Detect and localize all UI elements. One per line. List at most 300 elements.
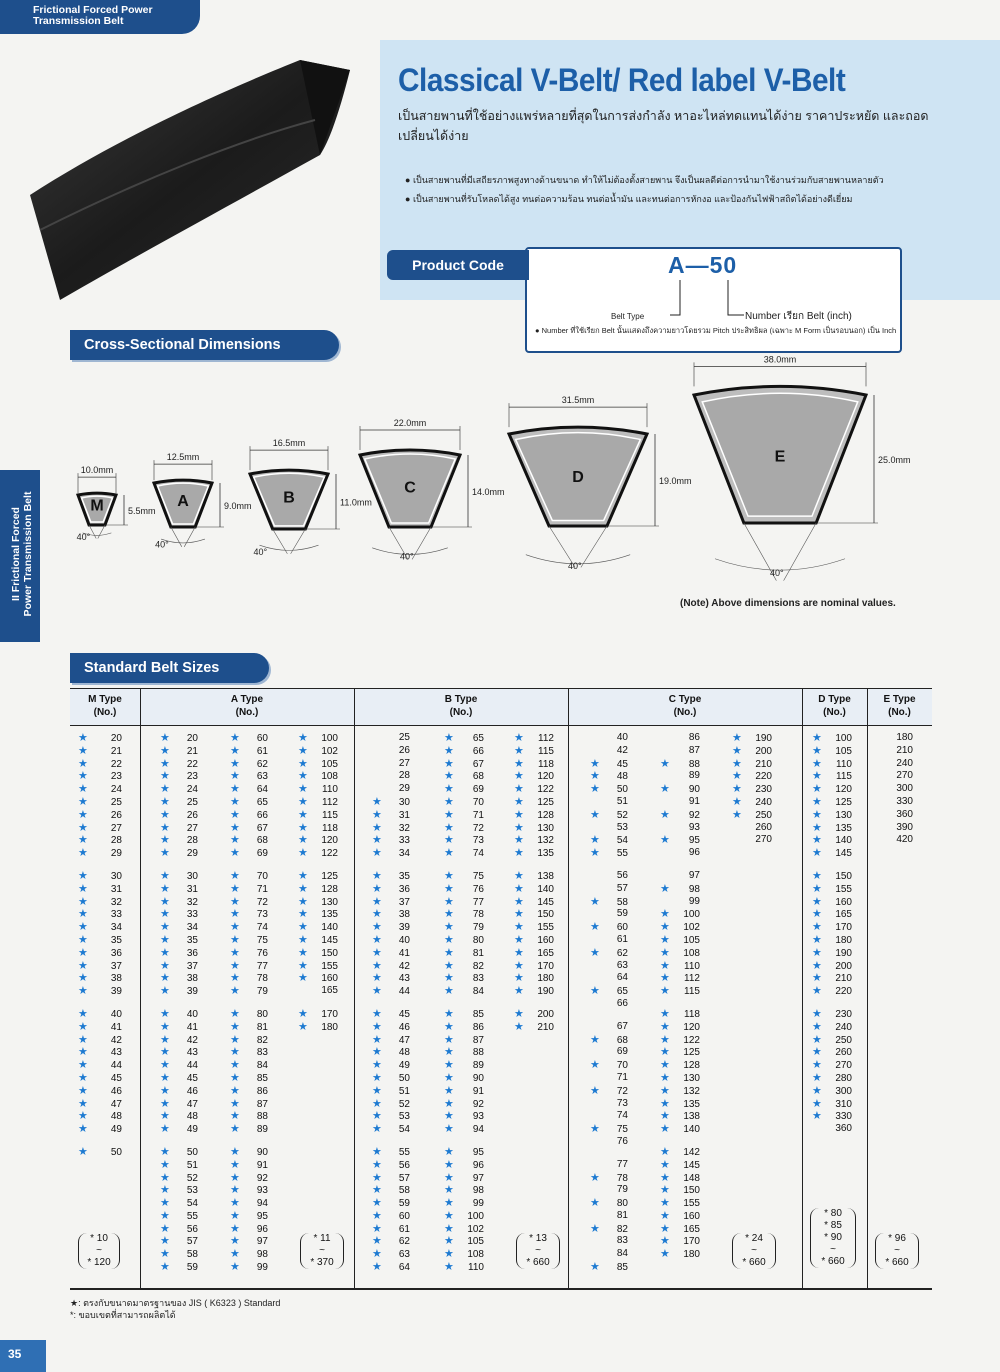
size-number: 36 [398, 883, 410, 895]
size-cell [444, 960, 484, 973]
group-spacer [160, 1136, 198, 1146]
size-cell [660, 809, 700, 822]
size-number: 240 [755, 796, 772, 808]
size-cell [812, 1072, 852, 1085]
size-cell [230, 896, 268, 909]
size-cell [812, 960, 852, 973]
size-cell [660, 732, 700, 745]
size-cell [590, 1159, 628, 1172]
jis-standard-star-icon: ★ [230, 908, 240, 921]
group-spacer [160, 860, 198, 870]
size-cell [372, 1172, 410, 1185]
size-cell [444, 870, 484, 883]
jis-standard-star-icon: ★ [230, 821, 240, 834]
size-number: 74 [256, 922, 268, 934]
size-number: 22 [110, 758, 122, 770]
size-cell [160, 985, 198, 998]
group-spacer [590, 860, 628, 870]
angle-line [98, 525, 105, 539]
size-cell [514, 809, 554, 822]
jis-standard-star-icon: ★ [660, 757, 670, 770]
jis-standard-star-icon: ★ [372, 1171, 382, 1184]
size-cell [372, 732, 410, 745]
feature-bullet-text: เป็นสายพานที่รับโหลดได้สูง ทนต่อความร้อน ทนต่อน้ำมัน และทนต่อการหักงอ และป้องกันไฟฟ้าสถิตได้อย่างดีเยี่ยม [412, 194, 853, 204]
size-cell [298, 834, 338, 847]
jis-standard-star-icon: ★ [78, 1020, 88, 1033]
jis-standard-star-icon: ★ [78, 1046, 88, 1059]
size-number: 79 [616, 1184, 628, 1196]
jis-standard-star-icon: ★ [160, 757, 170, 770]
size-cell [78, 985, 122, 998]
jis-standard-star-icon: ★ [590, 946, 600, 959]
group-spacer [78, 1136, 122, 1146]
size-number: 59 [616, 908, 628, 920]
size-cell [590, 1072, 628, 1085]
jis-standard-star-icon: ★ [372, 895, 382, 908]
jis-standard-star-icon: ★ [160, 1007, 170, 1020]
size-number: 92 [472, 1098, 484, 1110]
size-cell [514, 758, 554, 771]
jis-standard-star-icon: ★ [160, 1209, 170, 1222]
size-cell [372, 870, 410, 883]
size-number: 390 [896, 821, 913, 833]
jis-standard-star-icon: ★ [444, 1171, 454, 1184]
size-number: 210 [896, 744, 913, 756]
size-cell [590, 896, 628, 909]
jis-standard-star-icon: ★ [372, 834, 382, 847]
size-cell [372, 1110, 410, 1123]
size-cell [372, 1059, 410, 1072]
size-cell [660, 1159, 700, 1172]
jis-standard-star-icon: ★ [78, 1110, 88, 1123]
size-cell [372, 908, 410, 921]
size-number: 36 [110, 947, 122, 959]
size-number: 112 [538, 733, 554, 744]
size-number: 128 [537, 809, 554, 821]
size-cell [298, 947, 338, 960]
size-number: 54 [186, 1198, 198, 1210]
size-number: 260 [835, 1047, 852, 1059]
size-cell [230, 947, 268, 960]
size-number: 62 [616, 947, 628, 959]
size-cell [660, 1197, 700, 1210]
size-number: 40 [110, 1008, 122, 1020]
size-cell [444, 1072, 484, 1085]
size-number: 420 [896, 834, 913, 846]
size-cell [444, 1046, 484, 1059]
size-number: 44 [186, 1060, 198, 1072]
size-number: 42 [186, 1034, 198, 1046]
jis-standard-star-icon: ★ [160, 795, 170, 808]
size-cell [372, 883, 410, 896]
group-spacer [660, 1136, 700, 1146]
jis-standard-star-icon: ★ [732, 757, 742, 770]
size-cell [230, 758, 268, 771]
range-bracket-e [875, 1233, 919, 1269]
size-number: 45 [616, 758, 628, 770]
size-cell [444, 834, 484, 847]
jis-standard-star-icon: ★ [230, 1197, 240, 1210]
jis-standard-star-icon: ★ [444, 1097, 454, 1110]
size-number: 27 [110, 822, 122, 834]
jis-standard-star-icon: ★ [160, 1222, 170, 1235]
size-number: 48 [616, 771, 628, 783]
size-cell [372, 847, 410, 860]
jis-standard-star-icon: ★ [444, 770, 454, 783]
size-number: 140 [321, 922, 338, 934]
jis-standard-star-icon: ★ [372, 959, 382, 972]
size-number: 90 [688, 784, 700, 796]
size-number: 99 [256, 1262, 268, 1274]
size-number: 62 [398, 1236, 410, 1248]
size-number: 95 [256, 1210, 268, 1222]
jis-standard-star-icon: ★ [590, 1197, 600, 1210]
size-cell [514, 745, 554, 758]
jis-standard-star-icon: ★ [812, 959, 822, 972]
column-divider [354, 688, 355, 1288]
jis-standard-star-icon: ★ [78, 1071, 88, 1084]
jis-standard-star-icon: ★ [78, 882, 88, 895]
jis-standard-star-icon: ★ [160, 744, 170, 757]
size-cell [78, 1046, 122, 1059]
size-cell [812, 947, 852, 960]
size-number: 96 [688, 847, 700, 859]
size-number: 38 [398, 909, 410, 921]
jis-standard-star-icon: ★ [514, 808, 524, 821]
jis-standard-star-icon: ★ [230, 795, 240, 808]
size-number: 330 [835, 1111, 852, 1123]
jis-standard-star-icon: ★ [230, 1110, 240, 1123]
size-cell [812, 896, 852, 909]
size-number: 77 [616, 1158, 628, 1170]
product-code-note-text: Number ที่ใช้เรียก Belt นั้นแสดงถึงความยาวโดยรวม Pitch ประสิทธิผล (เฉพาะ M Form เป็นรอบนอก) เป็น Inch [541, 326, 897, 335]
size-column-b1 [372, 732, 410, 1274]
size-number: 108 [467, 1249, 484, 1261]
size-number: 91 [688, 795, 700, 807]
size-number: 68 [472, 771, 484, 783]
jis-standard-star-icon: ★ [230, 869, 240, 882]
jis-standard-star-icon: ★ [812, 732, 822, 744]
size-number: 28 [110, 835, 122, 847]
size-cell [660, 1146, 700, 1159]
size-number: 31 [398, 809, 410, 821]
size-number: 43 [186, 1047, 198, 1059]
size-cell [444, 921, 484, 934]
size-cell [298, 985, 338, 998]
size-number: 128 [321, 883, 338, 895]
size-number: 74 [472, 848, 484, 860]
jis-standard-star-icon: ★ [444, 795, 454, 808]
jis-standard-star-icon: ★ [514, 770, 524, 783]
size-cell [230, 834, 268, 847]
jis-standard-star-icon: ★ [590, 808, 600, 821]
size-number: 54 [398, 1124, 410, 1136]
size-number: 118 [684, 1008, 700, 1020]
jis-standard-star-icon: ★ [230, 1007, 240, 1020]
jis-standard-star-icon: ★ [160, 869, 170, 882]
jis-standard-star-icon: ★ [660, 1123, 670, 1136]
jis-standard-star-icon: ★ [160, 921, 170, 934]
jis-standard-star-icon: ★ [298, 744, 308, 757]
size-number: 73 [472, 835, 484, 847]
size-cell [160, 1008, 198, 1021]
size-cell [732, 796, 772, 809]
size-number: 81 [616, 1209, 628, 1221]
size-number: 30 [398, 796, 410, 808]
size-number: 94 [472, 1124, 484, 1136]
size-number: 165 [835, 909, 852, 921]
size-cell [590, 985, 628, 998]
size-cell [590, 998, 628, 1011]
range-bracket-b [516, 1233, 560, 1269]
belt-size-table [70, 688, 932, 1288]
column-header-text: (No.) [93, 707, 117, 718]
jis-standard-star-icon: ★ [514, 783, 524, 796]
table-bottom-rule [70, 1288, 932, 1290]
column-header-b [354, 693, 568, 719]
size-number: 80 [256, 1008, 268, 1020]
size-number: 86 [688, 732, 700, 743]
angle-label: 40° [400, 551, 414, 562]
jis-standard-star-icon: ★ [812, 908, 822, 921]
size-number: 45 [398, 1008, 410, 1020]
size-cell [372, 1159, 410, 1172]
size-number: 77 [256, 960, 268, 972]
size-number: 135 [537, 848, 554, 860]
jis-standard-star-icon: ★ [230, 933, 240, 946]
size-cell [514, 783, 554, 796]
range-value: * 24 [745, 1233, 763, 1244]
jis-standard-star-icon: ★ [732, 732, 742, 744]
jis-standard-star-icon: ★ [372, 1184, 382, 1197]
size-number: 135 [683, 1098, 700, 1110]
size-cell [514, 822, 554, 835]
size-number: 82 [616, 1223, 628, 1235]
range-value: * 13 [529, 1233, 547, 1244]
size-cell [590, 883, 628, 896]
range-value: * 120 [87, 1257, 111, 1268]
jis-standard-star-icon: ★ [78, 908, 88, 921]
size-number: 200 [835, 960, 852, 972]
size-cell [444, 809, 484, 822]
range-value: * 80 [824, 1208, 842, 1219]
size-number: 112 [684, 973, 700, 985]
size-number: 76 [616, 1135, 628, 1147]
size-cell [230, 1085, 268, 1098]
size-cell [298, 770, 338, 783]
size-number: 68 [256, 835, 268, 847]
size-cell [732, 834, 772, 847]
jis-standard-star-icon: ★ [160, 933, 170, 946]
size-cell [230, 783, 268, 796]
size-number: 28 [186, 835, 198, 847]
size-number: 57 [398, 1172, 410, 1184]
jis-standard-star-icon: ★ [160, 1248, 170, 1261]
size-cell [660, 1172, 700, 1185]
size-number: 32 [398, 822, 410, 834]
jis-standard-star-icon: ★ [230, 834, 240, 847]
size-cell [372, 972, 410, 985]
size-cell [590, 1172, 628, 1185]
size-cell [78, 732, 122, 745]
size-cell [444, 883, 484, 896]
jis-standard-star-icon: ★ [230, 1097, 240, 1110]
size-cell [812, 745, 852, 758]
jis-standard-star-icon: ★ [444, 808, 454, 821]
range-value: * 85 [824, 1220, 842, 1231]
size-number: 85 [616, 1262, 628, 1274]
size-number: 122 [537, 784, 554, 796]
size-number: 49 [110, 1124, 122, 1136]
size-cell [230, 1223, 268, 1236]
column-header-text: D Type [818, 694, 851, 705]
size-cell [444, 1146, 484, 1159]
range-bracket-m [78, 1233, 120, 1269]
size-number: 49 [186, 1124, 198, 1136]
size-number: 43 [110, 1047, 122, 1059]
size-number: 64 [398, 1262, 410, 1274]
column-header-text: (No.) [888, 707, 911, 718]
size-cell [444, 1034, 484, 1047]
size-number: 115 [684, 986, 700, 998]
jis-standard-star-icon: ★ [230, 1123, 240, 1136]
size-cell [812, 1008, 852, 1021]
size-cell [590, 947, 628, 960]
size-number: 20 [110, 733, 122, 744]
size-number: 53 [186, 1185, 198, 1197]
size-number: 92 [256, 1172, 268, 1184]
jis-standard-star-icon: ★ [732, 808, 742, 821]
jis-standard-star-icon: ★ [590, 985, 600, 998]
angle-label: 40° [770, 567, 784, 578]
height-label: 9.0mm [224, 501, 252, 511]
size-number: 155 [835, 883, 852, 895]
size-cell [372, 758, 410, 771]
size-cell [230, 1248, 268, 1261]
height-label: 19.0mm [659, 476, 692, 486]
size-cell [660, 745, 700, 758]
jis-standard-star-icon: ★ [230, 1209, 240, 1222]
size-cell [298, 1008, 338, 1021]
size-cell [230, 1098, 268, 1111]
legend-producible-range: *: ขอบเขตที่สามารถผลิตได้ [70, 1310, 176, 1320]
jis-standard-star-icon: ★ [514, 959, 524, 972]
size-cell [812, 870, 852, 883]
size-cell [230, 1072, 268, 1085]
size-number: 55 [398, 1146, 410, 1158]
size-number: 55 [616, 848, 628, 860]
size-number: 41 [110, 1021, 122, 1033]
size-column-b3 [514, 732, 554, 1034]
jis-standard-star-icon: ★ [444, 882, 454, 895]
size-number: 240 [835, 1021, 852, 1033]
jis-standard-star-icon: ★ [230, 946, 240, 959]
size-number: 270 [755, 834, 772, 846]
size-number: 125 [835, 796, 852, 808]
jis-standard-star-icon: ★ [78, 972, 88, 985]
range-value: ~ [319, 1245, 325, 1256]
size-number: 52 [398, 1098, 410, 1110]
code-leader-lines [640, 278, 760, 323]
side-strip-text [10, 474, 34, 634]
size-number: 51 [398, 1085, 410, 1097]
column-divider [867, 688, 868, 1288]
jis-standard-star-icon: ★ [372, 1046, 382, 1059]
jis-standard-star-icon: ★ [372, 1222, 382, 1235]
size-cell [78, 1110, 122, 1123]
size-number: 145 [321, 934, 338, 946]
column-header-text: (No.) [823, 707, 846, 718]
size-cell [160, 770, 198, 783]
size-cell [372, 770, 410, 783]
jis-standard-star-icon: ★ [298, 921, 308, 934]
size-cell [160, 1123, 198, 1136]
jis-standard-star-icon: ★ [298, 1020, 308, 1033]
size-cell [514, 972, 554, 985]
size-number: 24 [110, 784, 122, 796]
size-cell [590, 921, 628, 934]
size-cell [590, 770, 628, 783]
jis-standard-star-icon: ★ [514, 757, 524, 770]
size-number: 112 [322, 796, 338, 808]
size-cell [590, 1261, 628, 1274]
size-cell [590, 796, 628, 809]
jis-standard-star-icon: ★ [514, 847, 524, 860]
range-value: * 10 [90, 1233, 108, 1244]
jis-standard-star-icon: ★ [230, 1158, 240, 1171]
size-cell [78, 758, 122, 771]
size-column-e [875, 732, 913, 847]
jis-standard-star-icon: ★ [812, 1059, 822, 1072]
jis-standard-star-icon: ★ [514, 732, 524, 744]
size-cell [812, 921, 852, 934]
size-number: 108 [321, 771, 338, 783]
size-cell [230, 847, 268, 860]
size-number: 145 [537, 896, 554, 908]
group-spacer [514, 860, 554, 870]
size-number: 138 [537, 870, 554, 882]
top-width-label: 38.0mm [763, 354, 797, 365]
size-cell [875, 783, 913, 796]
jis-standard-star-icon: ★ [444, 821, 454, 834]
jis-standard-star-icon: ★ [514, 895, 524, 908]
size-cell [78, 921, 122, 934]
size-cell [875, 822, 913, 835]
size-number: 87 [472, 1034, 484, 1046]
size-cell [160, 809, 198, 822]
size-number: 125 [683, 1047, 700, 1059]
jis-standard-star-icon: ★ [444, 847, 454, 860]
size-number: 165 [537, 947, 554, 959]
size-cell [590, 1110, 628, 1123]
jis-standard-star-icon: ★ [444, 1261, 454, 1274]
size-number: 270 [896, 770, 913, 782]
size-cell [660, 1046, 700, 1059]
size-cell [230, 745, 268, 758]
size-cell [660, 1210, 700, 1223]
jis-standard-star-icon: ★ [160, 1171, 170, 1184]
jis-standard-star-icon: ★ [812, 1084, 822, 1097]
jis-standard-star-icon: ★ [160, 1071, 170, 1084]
jis-standard-star-icon: ★ [160, 959, 170, 972]
page-subtitle: เป็นสายพานที่ใช้อย่างแพร่หลายที่สุดในการส่งกำลัง หาอะไหล่ทดแทนได้ง่าย ราคาประหยัด และถอดเปลี่ยนได้ง่าย [398, 109, 929, 143]
jis-standard-star-icon: ★ [372, 1145, 382, 1158]
size-cell [444, 1235, 484, 1248]
column-header-text: (No.) [449, 707, 473, 718]
belt-type-label: Belt Type [611, 312, 645, 321]
column-header-e [867, 693, 932, 719]
size-cell [444, 783, 484, 796]
